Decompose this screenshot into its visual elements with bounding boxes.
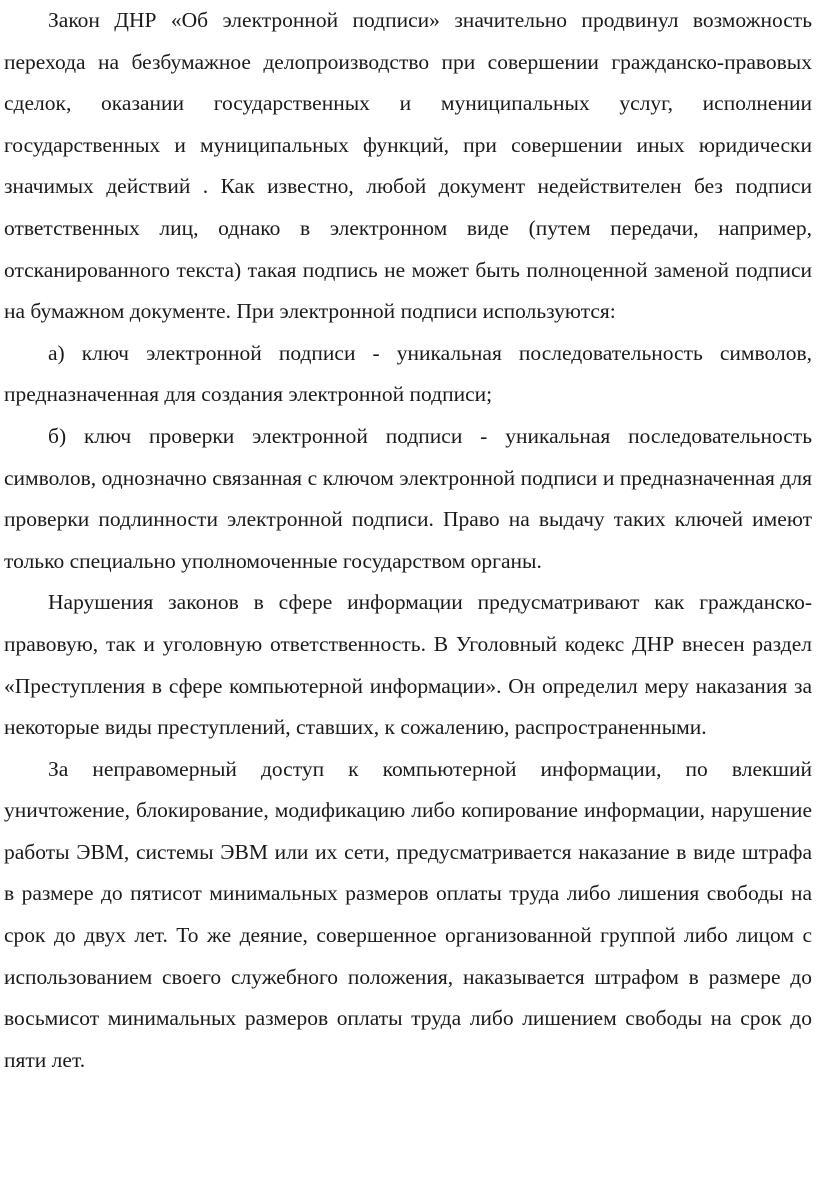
paragraph-unauthorized-access: За неправомерный доступ к компьютерной информации, по влекший уничтожение, блокирование, модификацию либо копирование информации, нарушение работы ЭВМ, системы ЭВМ или их сети, предусматривается наказание в виде штрафа в размере до пятисот минимальных размеров оплаты труда либо лишения свободы на срок до двух лет. То же деяние, совершенное организованной группой либо лицом с использованием своего служебного положения, наказывается штрафом в размере до восьмисот минимальных размеров оплаты труда либо лишением свободы на срок до пяти лет. (4, 756, 812, 1072)
paragraph-verification-key: б) ключ проверки электронной подписи - уникальная последовательность символов, однозначно связанная с ключом электронной подписи и предназначенная для проверки подлинности электронной подписи. Право на выдачу таких ключей имеют только специально уполномоченные государством органы. (4, 423, 812, 573)
paragraph-liability: Нарушения законов в сфере информации предусматривают как гражданско-правовую, так и уголовную ответственность. В Уголовный кодекс ДНР внесен раздел «Преступления в сфере компьютерной информации». Он определил меру наказания за некоторые виды преступлений, ставших, к сожалению, распространенными. (4, 590, 812, 740)
paragraph-electronic-signature-law: Закон ДНР «Об электронной подписи» значительно продвинул возможность перехода на безбумажное делопроизводство при совершении гражданско-правовых сделок, оказании государственных и муниципальных услуг, исполнении государственных и муниципальных функций, при совершении иных юридически значимых действий . Как известно, любой документ недействителен без подписи ответственных лиц, однако в электронном виде (путем передачи, например, отсканированного текста) такая подпись не может быть полноценной заменой подписи на бумажном документе. При электронной подписи используются: (4, 8, 812, 324)
paragraph-signature-key: а) ключ электронной подписи - уникальная последовательность символов, предназначенная для создания электронной подписи; (4, 340, 812, 407)
